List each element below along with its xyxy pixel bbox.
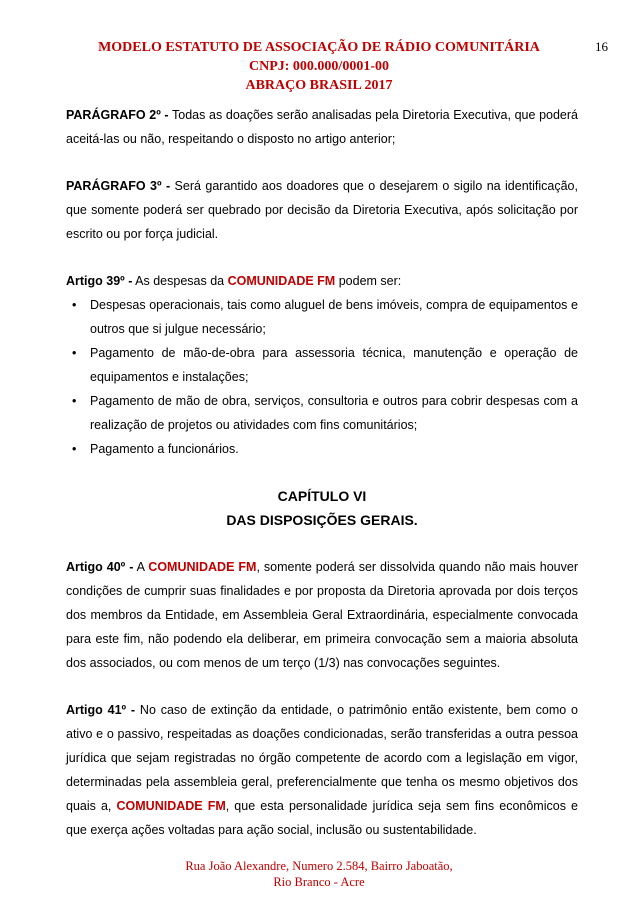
article-41-entity: COMUNIDADE FM: [116, 799, 226, 813]
list-item: [66, 437, 578, 461]
list-item-text: Despesas operacionais, tais como aluguel de bens imóveis, compra de equipamentos e outros que si julgue necessário;: [90, 298, 578, 336]
header-subtitle: ABRAÇO BRASIL 2017: [245, 78, 393, 93]
article-41-label: Artigo 41º -: [66, 703, 136, 717]
article-39-label: Artigo 39º -: [66, 274, 133, 288]
article-41: [66, 698, 578, 842]
article-39: [66, 269, 578, 293]
paragraph-3: [66, 174, 578, 246]
expense-list: [66, 293, 578, 461]
article-41-post: , que esta personalidade jurídica seja sem fins econômicos e que exerça ações voltadas para ação social, inclusão ou sustentabilidade.: [66, 799, 578, 837]
footer-city: Rio Branco - Acre: [273, 875, 365, 889]
list-item-text: Pagamento de mão-de-obra para assessoria técnica, manutenção e operação de equipamentos e instalações;: [90, 346, 578, 384]
header-title: MODELO ESTATUTO DE ASSOCIAÇÃO DE RÁDIO COMUNITÁRIA: [98, 40, 540, 55]
list-item: [66, 341, 578, 389]
chapter-subtitle: DAS DISPOSIÇÕES GERAIS.: [226, 512, 418, 528]
document-footer: [0, 858, 638, 890]
page-number: 16: [595, 39, 608, 54]
bullet-icon: •: [72, 298, 77, 312]
document-body: [66, 103, 578, 865]
chapter-heading: [66, 484, 578, 532]
article-39-post: podem ser:: [335, 274, 402, 288]
article-39-pre: As despesas da: [132, 274, 228, 288]
bullet-icon: •: [72, 346, 77, 360]
list-item: [66, 293, 578, 341]
article-41-pre: No caso de extinção da entidade, o patrimônio então existente, bem como o ativo e o passivo, respeitadas as doações condicionadas, serão transferidas a outra pessoa jurídica que sejam registradas no órgão competente de acordo com a legislação em vigor, determinadas pela assembleia geral, preferencialmente que tenha os mesmo objetivos dos quais a,: [66, 703, 578, 813]
document-header: [0, 38, 638, 95]
article-40-post: , somente poderá ser dissolvida quando não mais houver condições de cumprir suas finalidades e por proposta da Diretoria aprovada por dois terços dos membros da Entidade, em Assembleia Geral Extraordinária, especialmente convocada para este fim, não podendo ela deliberar, em primeira convocação sem a maioria absoluta dos associados, ou com menos de um terço (1/3) nas convocações seguintes.: [66, 560, 578, 670]
header-cnpj: CNPJ: 000.000/0001-00: [249, 59, 389, 74]
list-item-text: Pagamento a funcionários.: [90, 442, 239, 456]
bullet-icon: •: [72, 442, 77, 456]
paragraph-3-label: PARÁGRAFO 3º -: [66, 179, 171, 193]
list-item-text: Pagamento de mão de obra, serviços, consultoria e outros para cobrir despesas com a realização de projetos ou atividades com fins comunitários;: [90, 394, 578, 432]
article-40-entity: COMUNIDADE FM: [148, 560, 257, 574]
paragraph-2-text: Todas as doações serão analisadas pela Diretoria Executiva, que poderá aceitá-las ou não, respeitando o disposto no artigo anterior;: [66, 108, 578, 146]
bullet-icon: •: [72, 394, 77, 408]
article-39-entity: COMUNIDADE FM: [227, 274, 336, 288]
paragraph-3-text: Será garantido aos doadores que o desejarem o sigilo na identificação, que somente poderá ser quebrado por decisão da Diretoria Executiva, após solicitação por escrito ou por força judicial.: [66, 179, 578, 241]
chapter-title: CAPÍTULO VI: [277, 488, 367, 504]
paragraph-2: [66, 103, 578, 151]
article-40: [66, 555, 578, 675]
footer-address: Rua João Alexandre, Numero 2.584, Bairro Jaboatão,: [185, 859, 453, 873]
article-40-pre: A: [133, 560, 149, 574]
paragraph-2-label: PARÁGRAFO 2º -: [66, 108, 169, 122]
article-40-label: Artigo 40º -: [66, 560, 134, 574]
list-item: [66, 389, 578, 437]
